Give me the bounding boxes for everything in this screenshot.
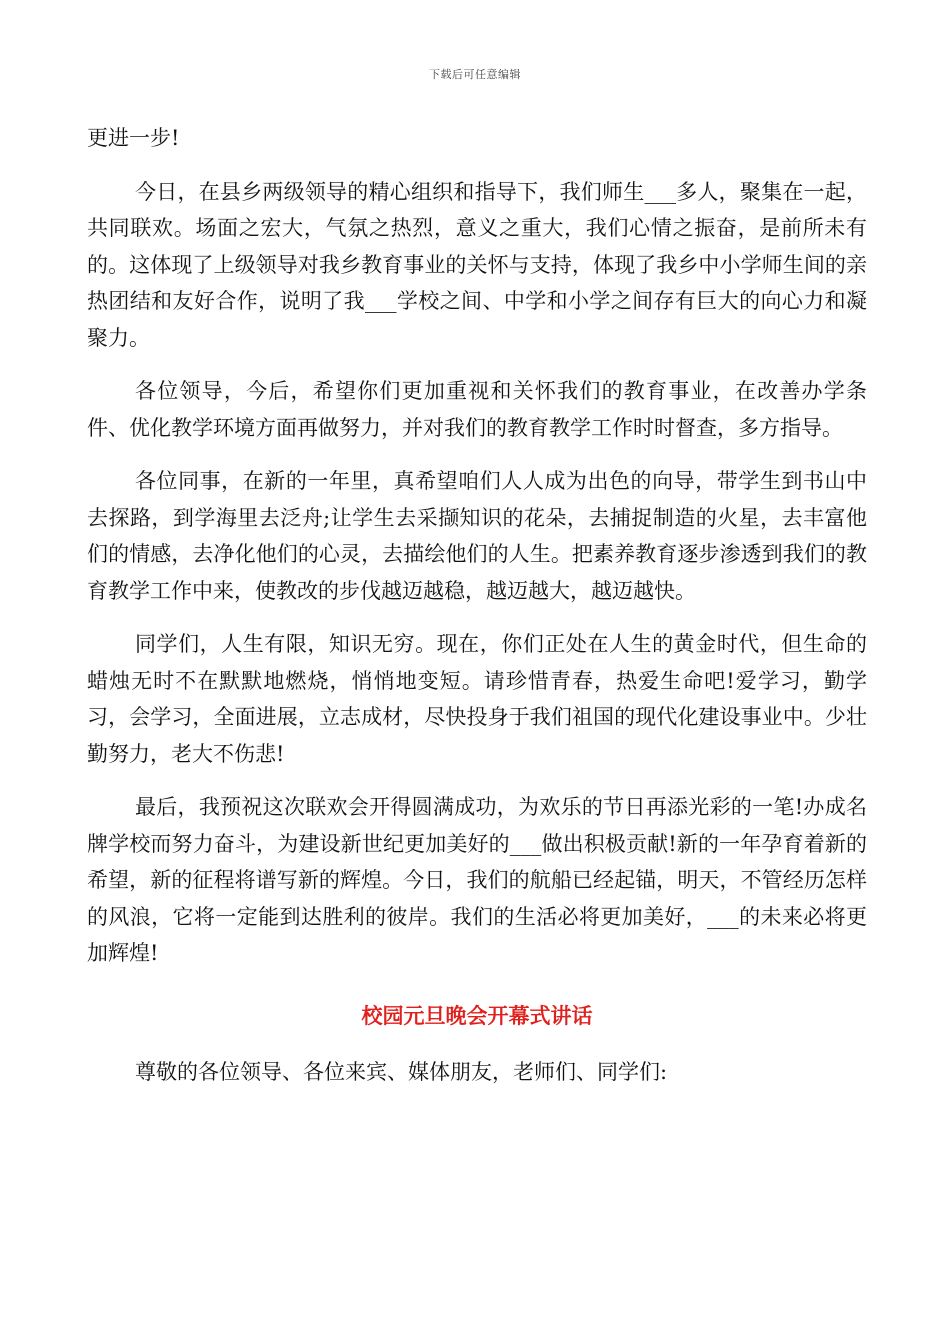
document-body: [87, 120, 867, 1091]
paragraph-leaders: 各位领导，今后，希望你们更加重视和关怀我们的教育事业，在改善办学条件、优化教学环境方面再做努力，并对我们的教育教学工作时时督查，多方指导。: [87, 379, 867, 440]
paragraph-gathering: 今日，在县乡两级领导的精心组织和指导下，我们师生___多人，聚集在一起，共同联欢。场面之宏大，气氛之热烈，意义之重大，我们心情之振奋，是前所未有的。这体现了上级领导对我乡教育事业的关怀与支持，体现了我乡中小学师生间的亲热团结和友好合作，说明了我___学校之间、中学和小学之间存有巨大的向心力和凝聚力。: [87, 179, 867, 350]
section-title: 校园元旦晚会开幕式讲话: [361, 1002, 593, 1028]
paragraph-continuation: 更进一步!: [87, 126, 180, 150]
salutation: 尊敬的各位领导、各位来宾、媒体朋友，老师们、同学们:: [135, 1060, 668, 1084]
paragraph-colleagues: 各位同事，在新的一年里，真希望咱们人人成为出色的向导，带学生到书山中去探路，到学海里去泛舟;让学生去采撷知识的花朵，去捕捉制造的火星，去丰富他们的情感，去净化他们的心灵，去描绘他们的人生。把素养教育逐步渗透到我们的教育教学工作中来，使教改的步伐越迈越稳，越迈越大，越迈越快。: [87, 469, 867, 603]
page-header-note: 下载后可任意编辑: [429, 68, 521, 81]
paragraph-closing: 最后，我预祝这次联欢会开得圆满成功，为欢乐的节日再添光彩的一笔!办成名牌学校而努力奋斗，为建设新世纪更加美好的___做出积极贡献!新的一年孕育着新的希望，新的征程将谱写新的辉煌。今日，我们的航船已经起锚，明天，不管经历怎样的风浪，它将一定能到达胜利的彼岸。我们的生活必将更加美好，___的未来必将更加辉煌!: [87, 795, 867, 965]
paragraph-students: 同学们，人生有限，知识无穷。现在，你们正处在人生的黄金时代，但生命的蜡烛无时不在默默地燃烧，悄悄地变短。请珍惜青春，热爱生命吧!爱学习，勤学习，会学习，全面进展，立志成材，尽快投身于我们祖国的现代化建设事业中。少壮勤努力，老大不伤悲!: [87, 632, 867, 766]
